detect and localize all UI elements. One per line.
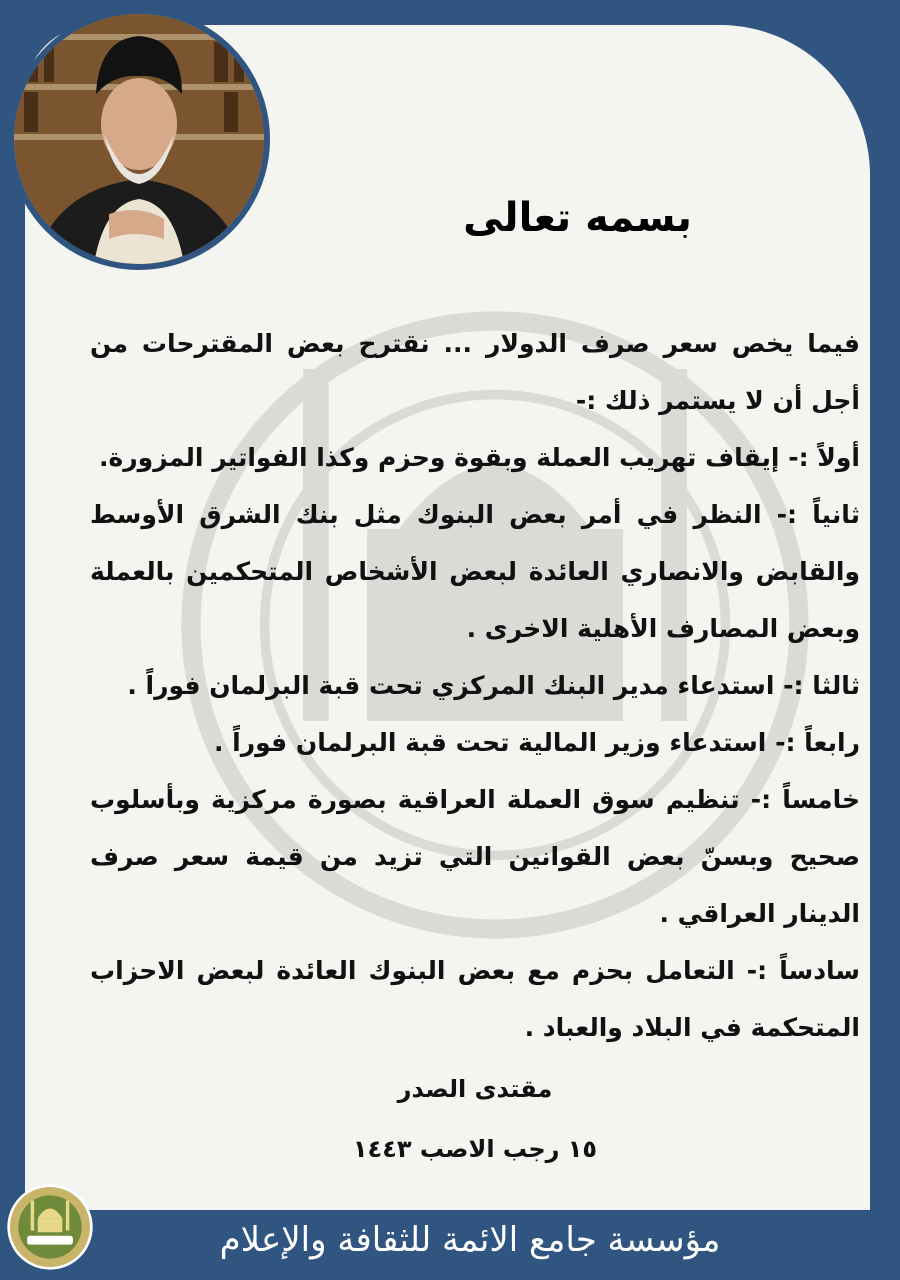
paragraph-fifth: خامساً :- تنظيم سوق العملة العراقية بصورة مركزية وبأسلوب صحيح وبسنّ بعض القوانين التي تزيد من قيمة سعر صرف الدينار العراقي . — [90, 785, 860, 928]
portrait-photo — [8, 8, 270, 270]
paragraph-first: أولاً :- إيقاف تهريب العملة وبقوة وحزم وكذا الفواتير المزورة. — [99, 443, 860, 472]
signature-date: ١٥ رجب الاصب ١٤٤٣ — [352, 1135, 598, 1163]
organization-logo — [6, 1183, 94, 1271]
document-heading: بسمه تعالى — [463, 195, 692, 241]
footer-organization: مؤسسة جامع الائمة للثقافة والإعلام — [219, 1220, 721, 1260]
portrait-image — [14, 14, 264, 264]
letter-body — [90, 315, 860, 1056]
paragraph-intro: فيما يخص سعر صرف الدولار ... نقترح بعض المقترحات من أجل أن لا يستمر ذلك :- — [90, 329, 860, 415]
signature-name: مقتدى الصدر — [397, 1075, 553, 1103]
paragraph-sixth: سادساً :- التعامل بحزم مع بعض البنوك العائدة لبعض الاحزاب المتحكمة في البلاد والعباد . — [90, 956, 860, 1042]
paragraph-second: ثانياً :- النظر في أمر بعض البنوك مثل بنك الشرق الأوسط والقابض والانصاري العائدة لبعض الأشخاص المتحكمين بالعملة وبعض المصارف الأهلية الاخرى . — [90, 500, 860, 643]
paragraph-fourth: رابعاً :- استدعاء وزير المالية تحت قبة البرلمان فوراً . — [213, 728, 860, 757]
paragraph-third: ثالثا :- استدعاء مدير البنك المركزي تحت قبة البرلمان فوراً . — [127, 671, 860, 700]
